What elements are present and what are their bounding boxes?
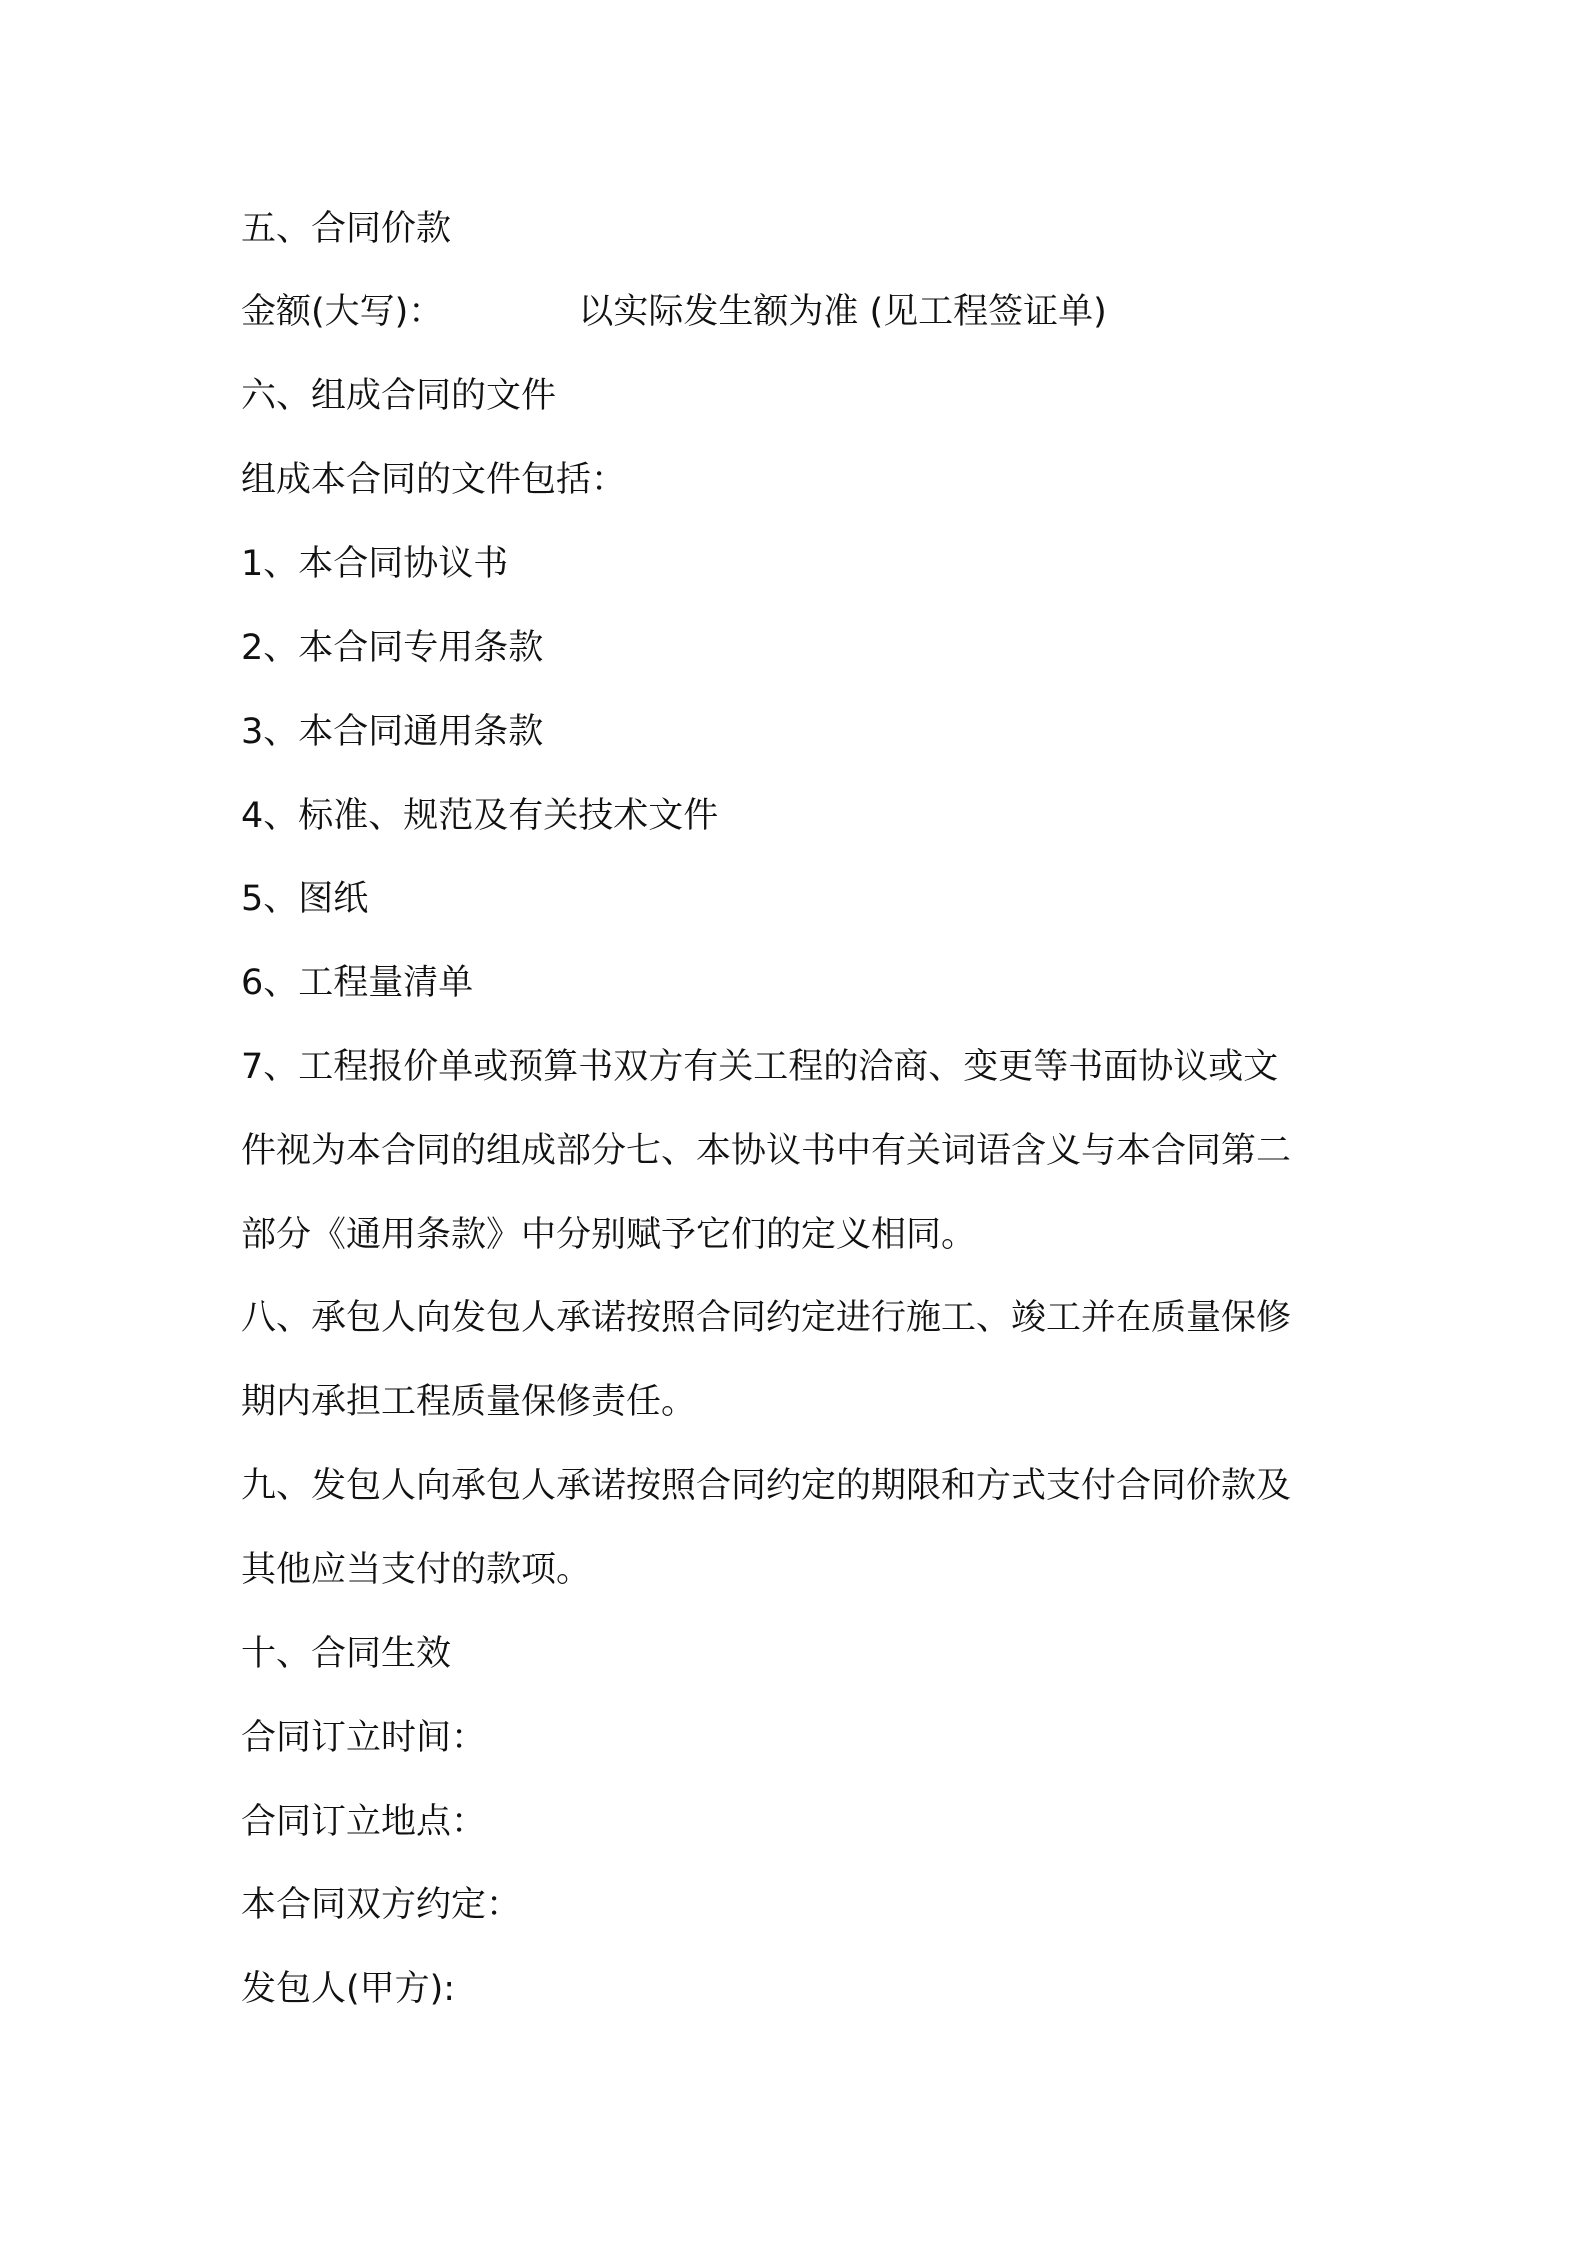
item-7-line: 7、工程报价单或预算书双方有关工程的洽商、变更等书面协议或文 <box>241 1047 1279 1087</box>
section-5-heading: 五、合同价款 <box>241 209 452 249</box>
section-6-heading: 六、组成合同的文件 <box>241 376 557 416</box>
document-list-item: 2、本合同专用条款 <box>241 628 544 668</box>
party-a-label: 发包人(甲方): <box>241 1969 456 2009</box>
item-7-line: 部分《通用条款》中分别赋予它们的定义相同。 <box>241 1215 977 1255</box>
item-7-line: 件视为本合同的组成部分七、本协议书中有关词语含义与本合同第二 <box>241 1131 1292 1171</box>
section-9-line: 其他应当支付的款项。 <box>241 1550 592 1590</box>
sign-place-label: 合同订立地点： <box>241 1802 487 1842</box>
document-list-item: 6、工程量清单 <box>241 963 474 1003</box>
document-list-item: 1、本合同协议书 <box>241 544 509 584</box>
section-6-intro: 组成本合同的文件包括： <box>241 460 627 500</box>
contract-amount-line <box>241 288 1391 336</box>
amount-value: 以实际发生额为准 (见工程签证单) <box>578 292 1107 332</box>
document-list-item: 3、本合同通用条款 <box>241 712 544 752</box>
sign-time-label: 合同订立时间： <box>241 1718 487 1758</box>
amount-label: 金额(大写)： <box>241 292 444 332</box>
section-8-line: 八、承包人向发包人承诺按照合同约定进行施工、竣工并在质量保修 <box>241 1298 1292 1338</box>
section-8-line: 期内承担工程质量保修责任。 <box>241 1382 697 1422</box>
section-10-heading: 十、合同生效 <box>241 1634 452 1674</box>
document-list-item: 4、标准、规范及有关技术文件 <box>241 796 719 836</box>
document-list-item: 5、图纸 <box>241 879 369 919</box>
section-9-line: 九、发包人向承包人承诺按照合同约定的期限和方式支付合同价款及 <box>241 1466 1292 1506</box>
agreement-label: 本合同双方约定： <box>241 1885 522 1925</box>
